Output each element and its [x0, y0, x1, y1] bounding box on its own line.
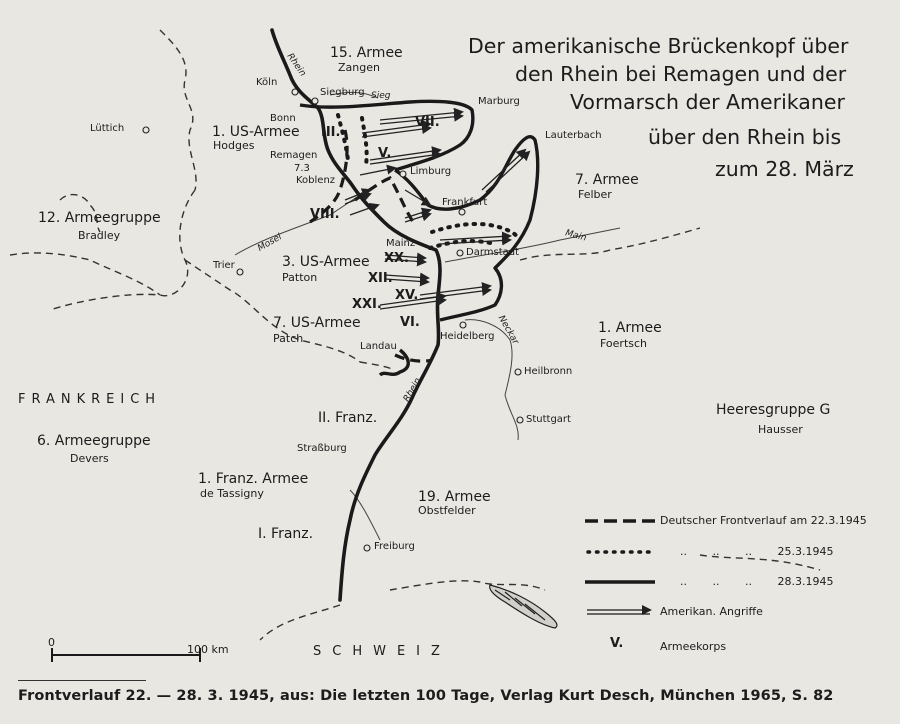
corps-viii: VIII. — [310, 207, 340, 222]
river-mosel: Mosel — [256, 232, 284, 254]
corps-vii: VII. — [415, 115, 440, 130]
army-fr1-commander: de Tassigny — [200, 487, 264, 500]
river-sieg: Sieg — [371, 91, 391, 101]
city-freiburg: Freiburg — [374, 541, 415, 552]
armygroup-12-commander: Bradley — [78, 229, 121, 242]
army-19-name: 19. Armee — [418, 489, 491, 505]
map-title-line3: Vormarsch der Amerikaner — [570, 90, 845, 114]
army-us1-name: 1. US-Armee — [212, 124, 300, 140]
corps-v: V. — [378, 146, 392, 161]
city-remagen: Remagen — [270, 150, 318, 161]
scale-bar — [52, 648, 200, 662]
map-title-line2: den Rhein bei Remagen und der — [515, 62, 847, 86]
legend-attacks: Amerikan. Angriffe — [660, 605, 763, 618]
scale-end: 100 km — [187, 643, 229, 656]
river-neckar: Neckar — [495, 313, 521, 347]
corps-vi: VI. — [400, 315, 420, 330]
city-lauterbach: Lauterbach — [545, 130, 602, 141]
river-rhein-north: Rhein — [284, 51, 308, 79]
legend-front-28: .. .. .. 28.3.1945 — [680, 575, 834, 588]
city-stuttgart: Stuttgart — [526, 414, 571, 425]
legend-corps-symbol: V. — [610, 636, 624, 651]
city-strassburg: Straßburg — [297, 443, 347, 454]
caption-divider — [18, 680, 146, 681]
city-koeln: Köln — [256, 77, 278, 88]
army-7-name: 7. Armee — [575, 172, 639, 188]
river-rhein-south: Rhein — [401, 376, 424, 404]
legend-corps-label: Armeekorps — [660, 640, 727, 653]
front-25-3 — [338, 115, 520, 248]
city-mainz: Mainz — [386, 238, 416, 249]
city-landau: Landau — [360, 341, 397, 352]
front-28-3 — [300, 101, 538, 375]
city-marburg: Marburg — [478, 96, 520, 107]
legend-front-22: Deutscher Frontverlauf am 22.3.1945 — [660, 514, 867, 527]
city-limburg: Limburg — [410, 166, 452, 177]
city-koblenz: Koblenz — [296, 175, 336, 186]
city-darmstadt: Darmstadt — [466, 247, 520, 258]
corps-xii: XII. — [368, 271, 393, 286]
map-title-line1: Der amerikanische Brückenkopf über — [468, 34, 849, 58]
army-15-commander: Zangen — [338, 61, 380, 74]
map-title-line4: über den Rhein bis — [648, 125, 842, 149]
country-frankreich: FRANKREICH — [18, 392, 162, 407]
country-schweiz: SCHWEIZ — [313, 644, 451, 659]
city-frankfurt: Frankfurt — [442, 197, 488, 208]
city-siegburg: Siegburg — [320, 87, 365, 98]
map-title-line5: zum 28. März — [715, 157, 854, 181]
corps-xxi: XXI. — [352, 297, 382, 312]
armygroup-12-name: 12. Armeegruppe — [38, 210, 161, 226]
legend-samples — [585, 521, 655, 614]
river-main: Main — [564, 228, 588, 244]
army-15-name: 15. Armee — [330, 45, 403, 61]
corps-fr1-label: I. Franz. — [258, 526, 314, 542]
corps-xx: XX. — [384, 251, 409, 266]
army-us7-commander: Patch — [273, 332, 304, 345]
armygroup-6-commander: Devers — [70, 452, 109, 465]
figure-caption: Frontverlauf 22. — 28. 3. 1945, aus: Die letzten 100 Tage, Verlag Kurt Desch, München 1965, S. 82 — [18, 688, 834, 704]
army-us3-commander: Patton — [282, 271, 318, 284]
heeresgruppe-g-commander: Hausser — [758, 423, 803, 436]
army-us3-name: 3. US-Armee — [282, 254, 370, 270]
army-fr1-name: 1. Franz. Armee — [198, 471, 309, 487]
army-19-commander: Obstfelder — [418, 504, 476, 517]
army-1-name: 1. Armee — [598, 320, 662, 336]
army-7-commander: Felber — [578, 188, 612, 201]
heeresgruppe-g-name: Heeresgruppe G — [716, 402, 831, 418]
city-trier: Trier — [213, 260, 235, 271]
corps-fr2-label: II. Franz. — [318, 410, 378, 426]
army-us7-name: 7. US-Armee — [273, 315, 361, 331]
army-us1-commander: Hodges — [213, 139, 255, 152]
city-heilbronn: Heilbronn — [524, 366, 573, 377]
bodensee — [490, 585, 557, 628]
army-1-commander: Foertsch — [600, 337, 648, 350]
city-bonn: Bonn — [270, 113, 296, 124]
corps-iii: III. — [321, 125, 341, 140]
city-luettich: Lüttich — [90, 123, 125, 134]
city-remagen-date: 7.3 — [294, 163, 310, 174]
city-heidelberg: Heidelberg — [440, 331, 495, 342]
armygroup-6-name: 6. Armeegruppe — [37, 433, 151, 449]
corps-xv: XV. — [395, 288, 419, 303]
legend-front-25: .. .. .. 25.3.1945 — [680, 545, 834, 558]
scale-start: 0 — [48, 636, 55, 649]
